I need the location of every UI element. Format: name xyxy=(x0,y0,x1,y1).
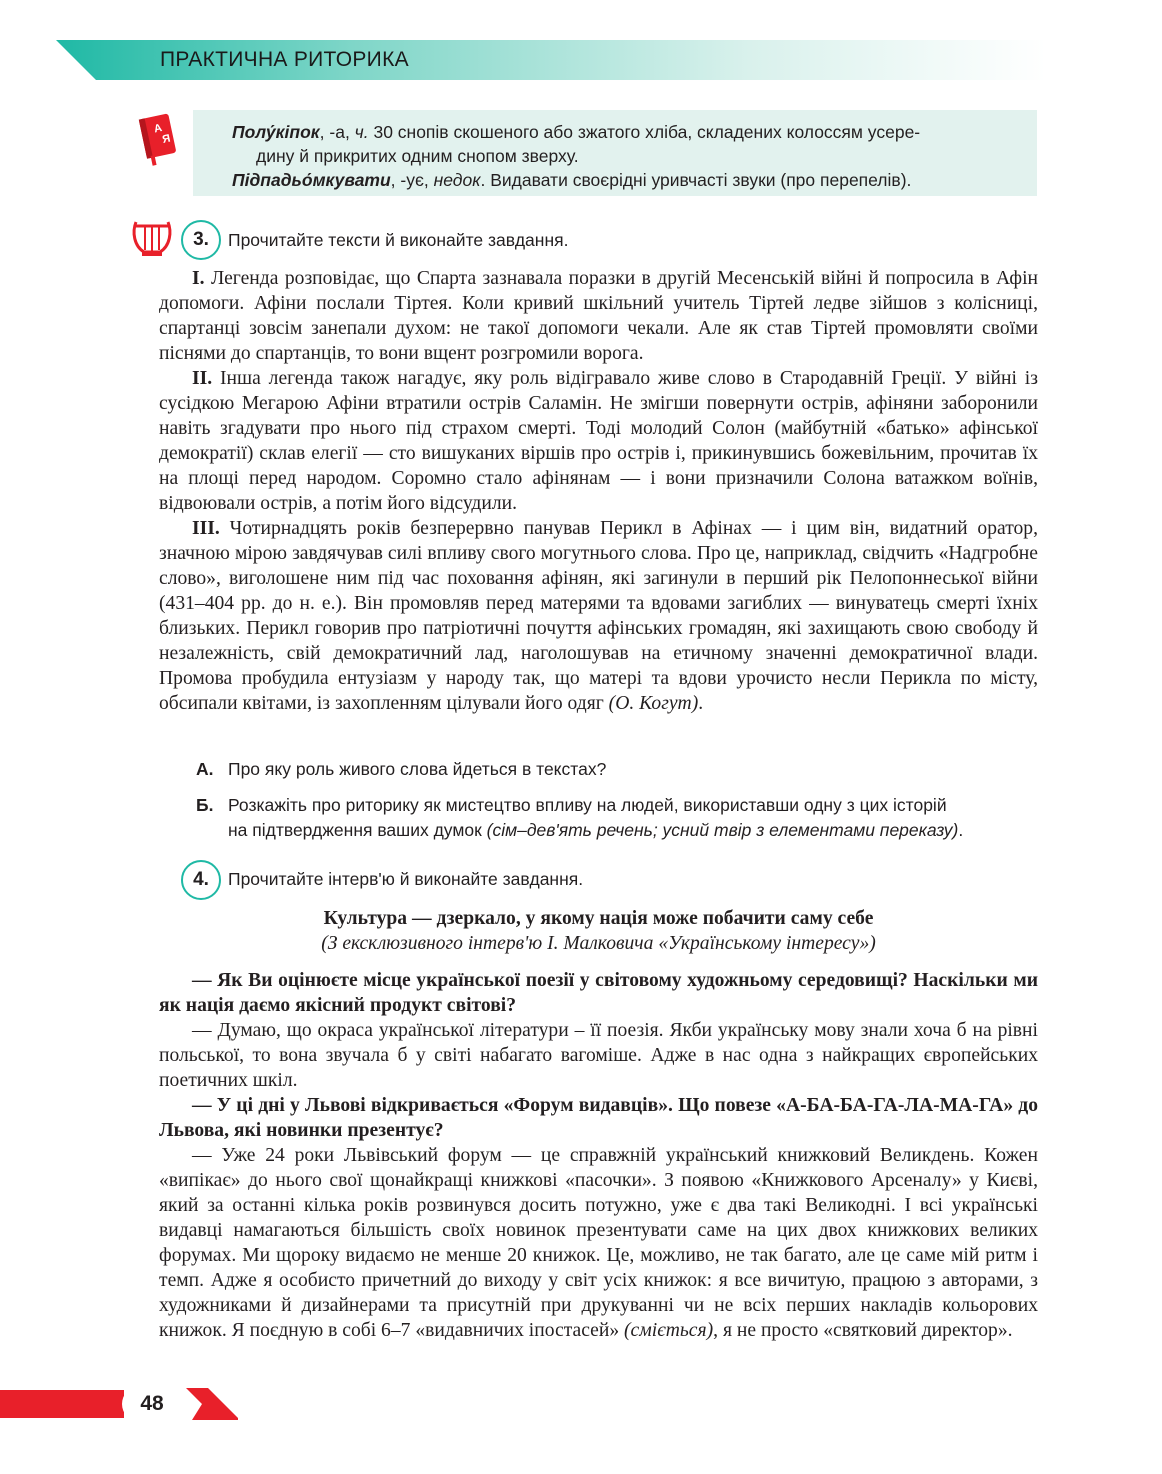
text-1-body: Легенда розповідає, що Спарта зазнавала поразки в другій Месенській війні й попросила в Афін допомоги. Афіни послали Тіртея. Коли кривий шкільний учитель Тіртей ледве зійшов з колісниці, спартанці зовсім занепали духом: не такої допомоги чекали. Але як став Тіртей промовляти своїми піснями до спартанців, то вони вщент розгромили ворога. xyxy=(159,268,1038,364)
task-number-4: 4. xyxy=(181,860,221,900)
task-number-3: 3. xyxy=(181,220,221,260)
question-b-label: Б. xyxy=(196,795,214,815)
interview-question-1-text: — Як Ви оцінюєте місце української поезії у світовому художньому середовищі? Наскільки ми як нація даємо якісний продукт світові? xyxy=(159,970,1038,1016)
dictionary-book-icon xyxy=(133,110,183,166)
task-4-instruction: Прочитайте інтерв'ю й виконайте завдання. xyxy=(228,869,584,889)
dictionary-entry-2 xyxy=(232,170,911,191)
text-1-number: I. xyxy=(192,268,205,289)
text-3-number: III. xyxy=(192,518,220,539)
text-3-end: . xyxy=(698,693,704,714)
interview-question-2 xyxy=(159,1093,1038,1143)
text-2-body: Інша легенда також нагадує, яку роль відігравало живе слово в Стародавній Греції. У війні із сусідкою Мегарою Афіни втратили острів Саламін. Не змігши повернути острів, афіняни заборонили навіть згадувати про нього під страхом смерті. Тоді молодий Солон (майбутній «батько» афінської демократії) склав елегії — сто вишуканих віршів про острів і, прикинувшись божевільним, прочитав їх на площі перед народом. Соромно стало афінянам — і вони призначили Солона ватажком воїнів, відвоювали острів, а потім його відсудили. xyxy=(159,368,1038,514)
interview-subtitle: (З ексклюзивного інтерв'ю І. Малковича «Українському інтересу») xyxy=(321,933,876,954)
text-2-number: II. xyxy=(192,368,213,389)
task-3-instruction: Прочитайте тексти й виконайте завдання. xyxy=(228,230,569,250)
interview-answer-2-text: — Уже 24 роки Львівський форум — це справжній український книжковий Великдень. Кожен «випікає» до нього свої щонайкращі книжкові «пасочки». З появою «Книжкового Арсеналу» у Києві, який за останні кілька років розвинувся досить потужно, уже є два такі Великодні. І всі українські видавці намагаються більшість своїх новинок презентувати саме на цих двох книжкових великих форумах. Ми щороку видаємо не менше 20 книжок. Це, можливо, не так багато, але це саме мій ритм і темп. Адже я особисто причетний до виходу у світ усіх книжок: я все вичитую, працюю з авторами, з художниками й дизайнерами та присутній при друкуванні чи не всіх перших накладів кольорових книжок. Я поєдную в собі 6–7 «видавничих іпостасей» xyxy=(159,1145,1038,1341)
interview-answer-1 xyxy=(159,1018,1038,1093)
question-b xyxy=(196,793,963,843)
question-a-label: А. xyxy=(196,759,214,779)
text-3-body: Чотирнадцять років безперервно панував Перикл в Афінах — і цим він, видатний оратор, значною мірою завдячував силі впливу свого могутнього слова. Про це, наприклад, свідчить «Надгробне слово», виголошене ним під час поховання афінян, які загинули в перший рік Пелопоннеської війни (431–404 рр. до н. е.). Він промовляв перед матерями та вдовами загиблих — винуватець смерті їхніх близьких. Перикл говорив про патріотичні почуття афінських громадян, які захищають свою свободу й незалежність, свій демократичний лад, наголошував на етичному значенні демократичної влади. Промова пробудила ентузіазм у народу так, що матері та вдови урочисто несли Перикла по місту, обсипали квітами, із захопленням цілували його одяг xyxy=(159,518,1038,714)
dictionary-entry-1 xyxy=(232,122,920,143)
dictionary-grammar-1: , -а, xyxy=(319,122,355,142)
interview-question-1 xyxy=(159,968,1038,1018)
question-b-end: . xyxy=(958,820,964,840)
page-number: 48 xyxy=(122,1386,182,1422)
dictionary-definition-1: 30 снопів скошеного або зжатого хліба, складених колоссям усере- xyxy=(368,122,921,142)
dictionary-definition-2: . Видавати своєрідні уривчасті звуки (про перепелів). xyxy=(480,170,912,190)
lyre-icon xyxy=(130,218,174,258)
question-b-text-2: на підтвердження ваших думок xyxy=(228,820,487,840)
page-header-title: ПРАКТИЧНА РИТОРИКА xyxy=(160,48,409,71)
interview-question-2-text: — У ці дні у Львові відкривається «Форум видавців». Що повезе «А-БА-БА-ГА-ЛА-МА-ГА» до Львова, які новинки презентує? xyxy=(159,1095,1038,1141)
text-1 xyxy=(159,266,1038,366)
question-b-note: (сім–дев'ять речень; усний твір з елементами переказу) xyxy=(486,820,959,840)
question-a xyxy=(196,757,606,782)
dictionary-word-1: Полу́кіпок xyxy=(232,122,320,142)
interview-answer-2-note: (сміється) xyxy=(624,1320,714,1341)
text-3-source: (О. Когут) xyxy=(608,693,699,714)
interview-title: Культура — дзеркало, у якому нація може побачити саму себе xyxy=(323,908,874,929)
interview-answer-2 xyxy=(159,1143,1038,1343)
footer-arrow-icon xyxy=(186,1388,238,1420)
svg-text:Я: Я xyxy=(161,132,172,146)
question-a-text: Про яку роль живого слова йдеться в текстах? xyxy=(228,759,607,779)
dictionary-grammar-2: , -ує, xyxy=(390,170,434,190)
footer-bar xyxy=(0,1390,124,1418)
dictionary-entry-1-cont: дину й прикритих одним снопом зверху. xyxy=(256,146,579,166)
text-2 xyxy=(159,366,1038,516)
question-b-cont xyxy=(196,818,963,843)
svg-text:А: А xyxy=(152,122,164,136)
dictionary-aspect: недок xyxy=(433,170,481,190)
dictionary-gender: ч. xyxy=(354,122,369,142)
interview-answer-1-text: — Думаю, що окраса української літератури – її поезія. Якби українську мову знали хоча б на рівні польської, то вона звучала б у світі набагато вагоміше. Адже в нас одна з найкращих європейських поетичних шкіл. xyxy=(159,1020,1038,1091)
question-b-text: Розкажіть про риторику як мистецтво впливу на людей, використавши одну з цих історій xyxy=(228,795,947,815)
dictionary-word-2: Підпадьо́мкувати xyxy=(232,170,391,190)
interview-answer-2-end: , я не просто «святковий директор». xyxy=(713,1320,1013,1341)
text-3 xyxy=(159,516,1038,716)
